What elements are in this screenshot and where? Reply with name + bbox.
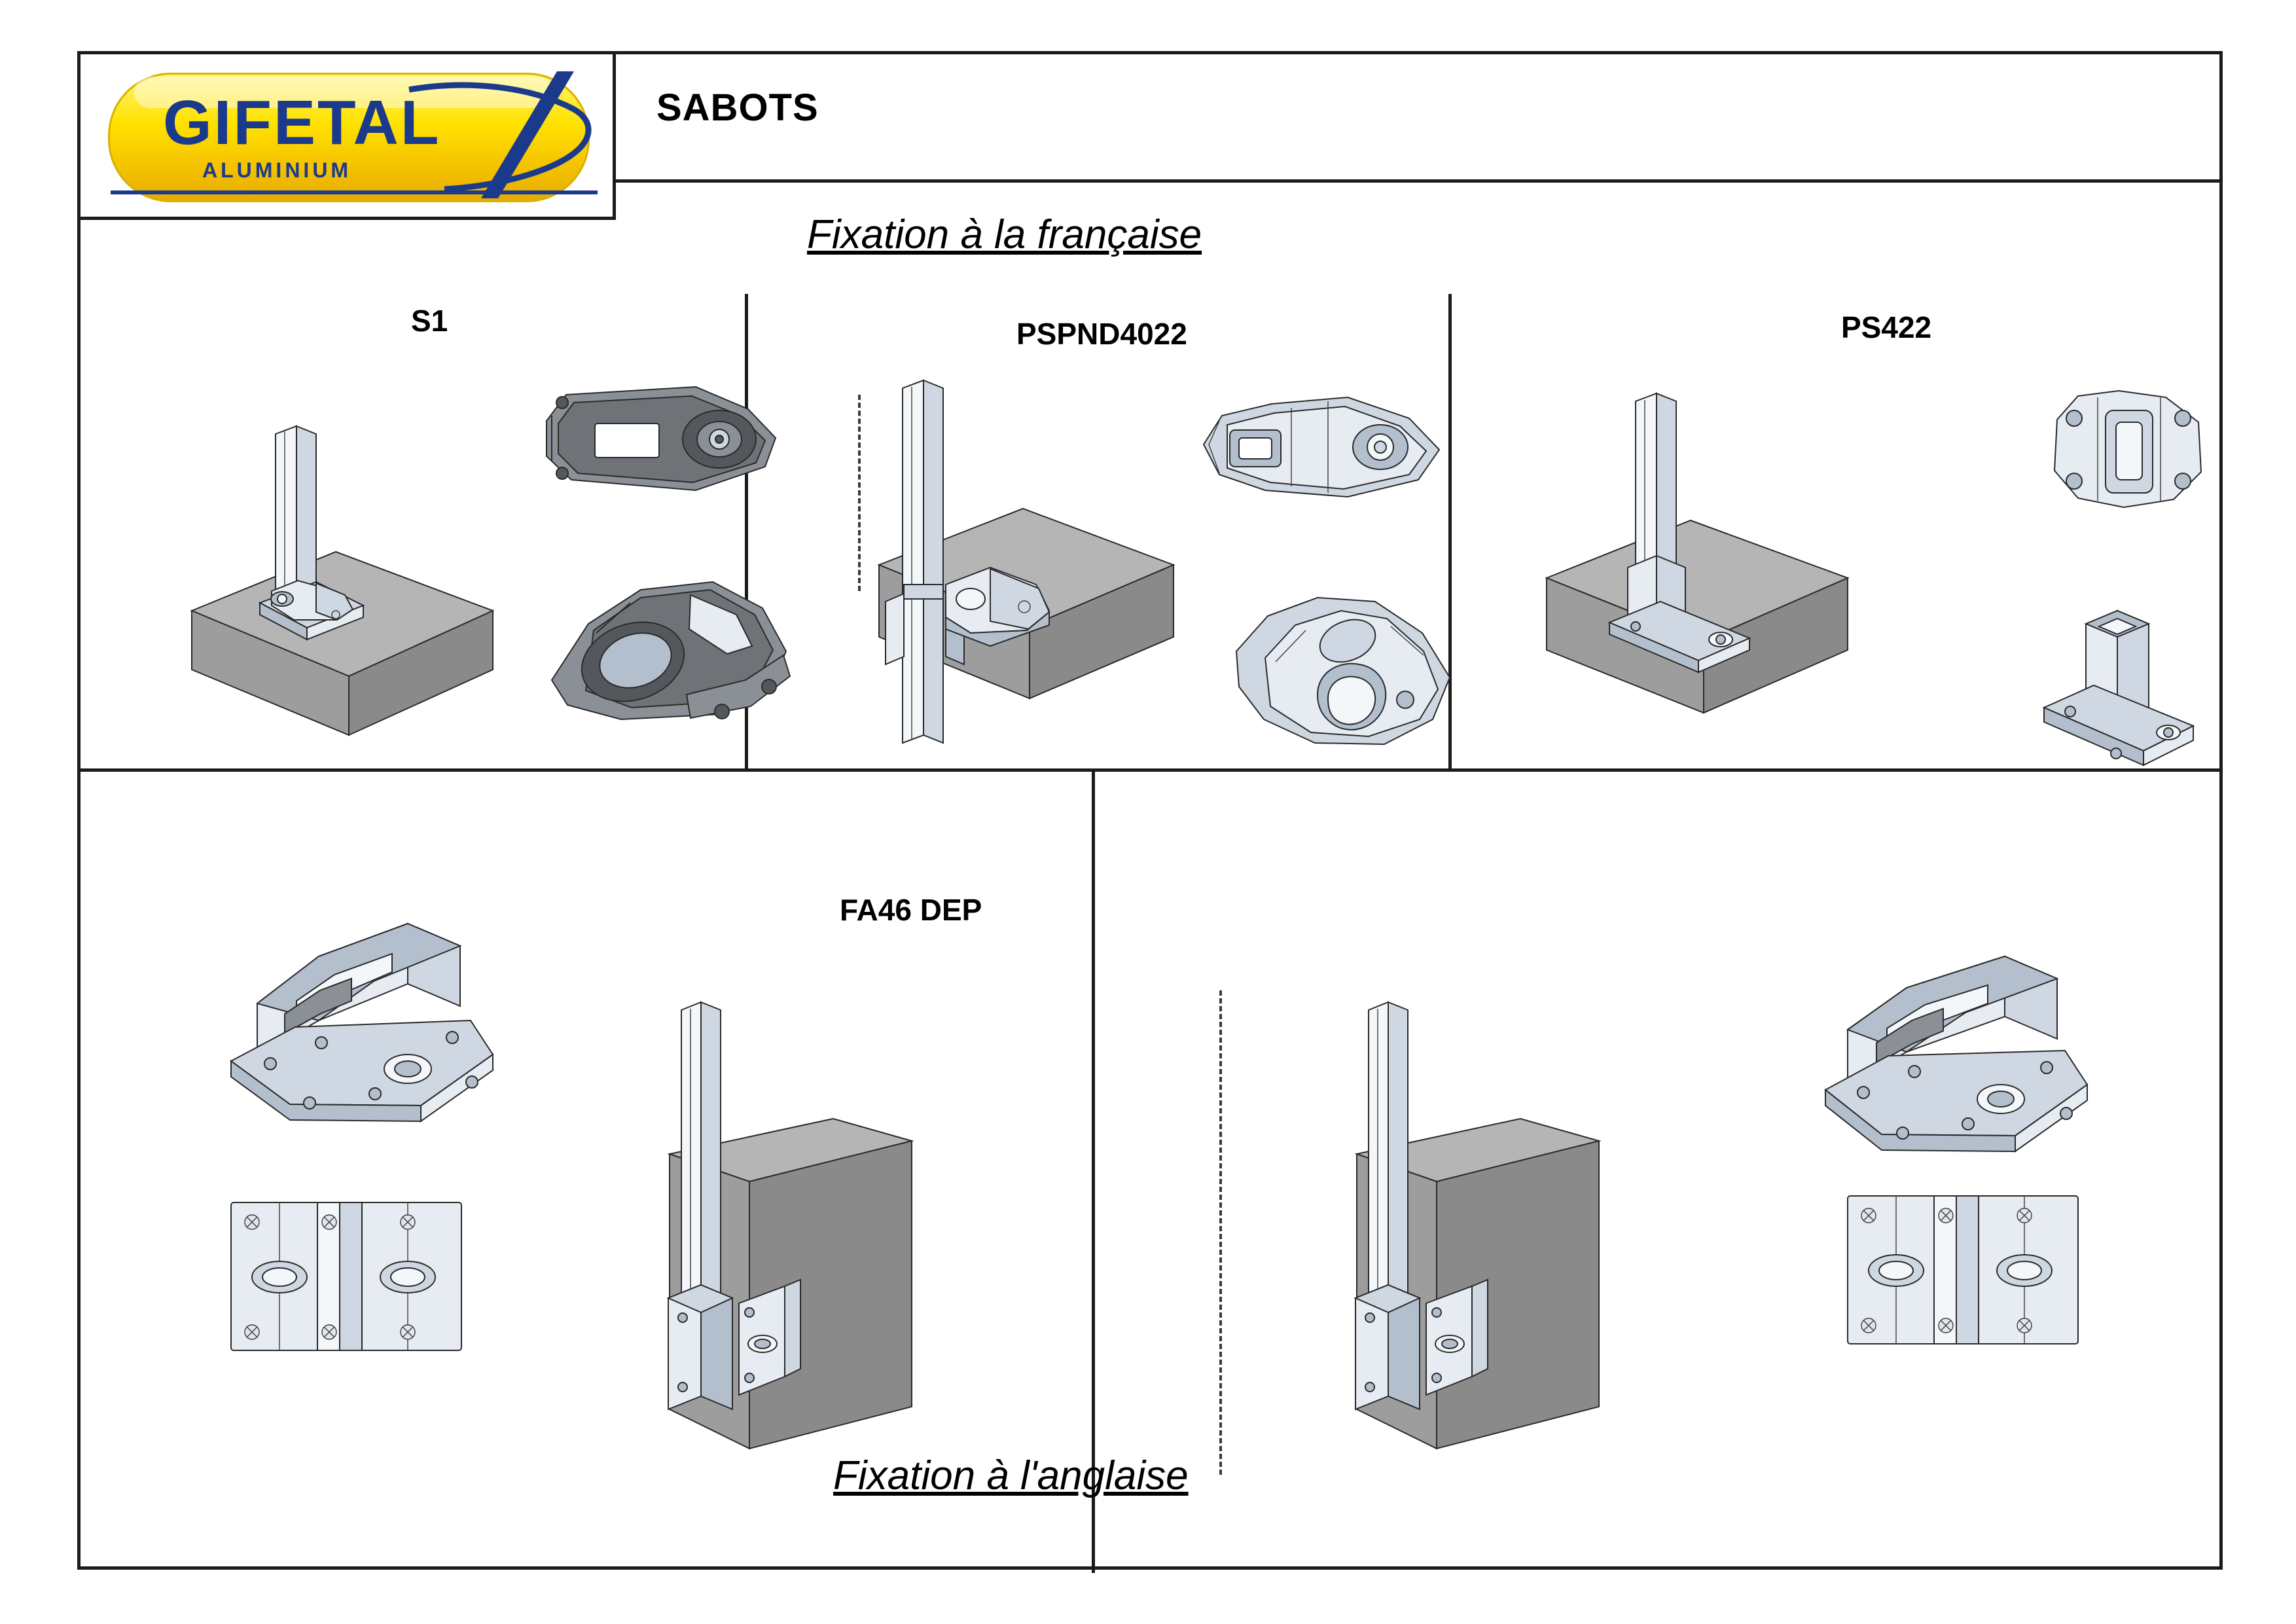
item-code-ps422: PS422 [1841, 310, 1932, 344]
sabot-ps422-detail-plate-icon [2037, 382, 2221, 532]
logo-underline [111, 190, 598, 194]
sabot-pspnd4022-assembly-icon [774, 369, 1206, 787]
brand-logo [95, 65, 599, 206]
section-heading-french: Fixation à la française [807, 212, 1202, 257]
dashed-separator-2 [1219, 990, 1225, 1475]
section-heading-english: Fixation à l'anglaise [833, 1453, 1189, 1498]
sabot-fa46dep-assembly-right-icon [1272, 990, 1651, 1475]
page-title: SABOTS [656, 86, 819, 129]
brand-tagline: ALUMINIUM [202, 158, 352, 182]
sabot-s1-detail-top-icon [532, 375, 807, 526]
item-code-s1: S1 [411, 304, 448, 338]
brand-name: GIFETAL [163, 88, 441, 158]
sabot-fa46dep-bracket-right-icon [1808, 925, 2123, 1187]
sabot-ps422-assembly-icon [1481, 382, 1887, 748]
sabot-fa46dep-bracket-left-icon [211, 886, 526, 1147]
sabot-fa46dep-plate-right-icon [1835, 1180, 2096, 1363]
item-code-pspnd4022: PSPND4022 [1016, 317, 1187, 351]
sabot-s1-assembly-icon [120, 395, 539, 761]
sabot-ps422-detail-perspective-icon [2018, 598, 2227, 781]
sabot-pspnd4022-detail-top-icon [1193, 382, 1468, 526]
sabot-fa46dep-plate-left-icon [218, 1187, 480, 1370]
sabot-pspnd4022-detail-perspective-icon [1219, 578, 1481, 774]
item-code-fa46dep: FA46 DEP [840, 893, 982, 927]
brand-logo-box [81, 54, 616, 220]
drawing-sheet [77, 51, 2223, 1570]
sabot-fa46dep-assembly-icon [584, 990, 964, 1475]
